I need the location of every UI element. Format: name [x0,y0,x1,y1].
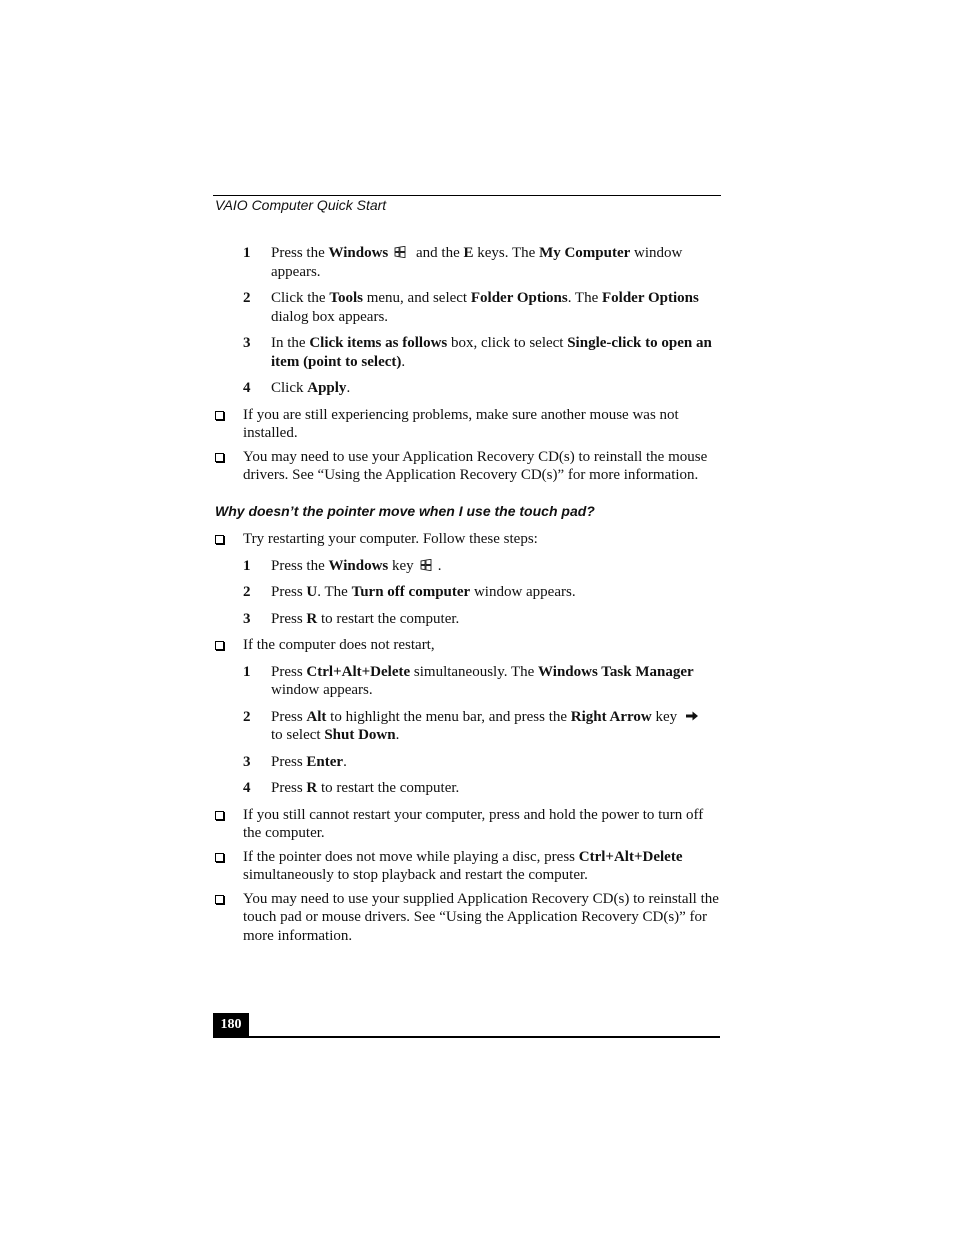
list-item [213,848,721,885]
step-text: window appears. [271,245,683,280]
step-text: . [346,380,351,396]
step-text: key [651,708,678,725]
step-text: . The [317,584,352,600]
step-text: simultaneously. The [410,663,539,680]
step-text: dialog box appears. [271,308,389,325]
windows-flag-icon [420,559,432,571]
step-text: . [401,353,406,370]
step-text: to highlight the menu bar, and press the [326,708,571,725]
list-item [213,530,721,549]
key-name: R [306,610,318,627]
checkbox-bullet-icon [215,411,224,420]
step-4 [213,379,721,398]
step-2 [213,289,721,326]
step-number: 2 [243,708,251,725]
step-text: box, click to select [447,335,568,351]
checkbox-bullet-icon [215,853,224,862]
step-text: . [437,557,442,574]
key-name: Right Arrow [570,708,652,725]
key-name: Windows [328,245,389,261]
bullet-text: You may need to use your Application Recovery CD(s) to reinstall the mouse drivers. See “Using the Application Recovery CD(s)” for more information. [243,448,708,483]
list-item [213,890,721,946]
step-text: Click the [271,290,330,306]
bullet-text: Try restarting your computer. Follow these steps: [243,531,538,547]
step-1 [213,244,721,281]
step-number: 4 [243,380,251,396]
checkbox-bullet-icon [215,641,224,650]
step-text: . The [567,290,602,306]
step-text: key [388,557,414,574]
step-number: 1 [243,663,251,680]
section-heading: Why doesn’t the pointer move when I use the touch pad? [215,502,595,519]
list-item [213,448,721,485]
windows-flag-icon [394,246,406,258]
restart-step-2 [213,583,721,602]
bullet-text: If the computer does not restart, [243,637,435,653]
dialog-name: Folder Options [602,290,699,306]
step-text: to select [271,727,325,743]
bullet-text: If the pointer does not move while playing a disc, press [243,848,579,865]
checkbox-bullet-icon [215,895,224,904]
key-combo: Ctrl+Alt+Delete [306,663,411,680]
bullet-text: You may need to use your supplied Application Recovery CD(s) to reinstall the touch pad or mouse drivers. See “Using the Application Recovery CD(s)” for more information. [243,890,719,944]
header-rule [213,195,721,196]
key-name: Alt [306,708,327,725]
option-value: Single-click to open an item (point to select) [271,335,712,370]
step-text: to restart the computer. [317,610,460,627]
step-text: In the [271,335,310,351]
menu-item-name: Shut Down [324,727,396,743]
step-text: Press [271,663,307,680]
step-text: . [343,753,347,770]
bullet-text: simultaneously to stop playback and restart the computer. [243,867,588,883]
key-name: R [306,780,318,796]
step-text: Press the [271,557,329,574]
step-number: 4 [243,780,251,796]
bullet-text: If you are still experiencing problems, make sure another mouse was not installed. [243,406,679,441]
force-step-3 [213,753,721,772]
bullet-text: If you still cannot restart your computer, press and hold the power to turn off the computer. [243,806,704,841]
step-number: 3 [243,610,251,627]
checkbox-bullet-icon [215,453,224,462]
step-text: Press [271,584,307,600]
key-name: U [306,584,318,600]
step-text: window appears. [470,584,576,600]
page-body [213,244,721,950]
restart-step-1 [213,557,721,576]
step-text: Press [271,610,307,627]
footer-rule [213,1036,720,1038]
step-text: Press [271,753,307,770]
window-name: Turn off computer [351,584,471,600]
step-number: 3 [243,753,251,770]
list-item [213,636,721,655]
menu-item-name: Folder Options [470,290,568,306]
step-number: 1 [243,245,251,261]
step-3 [213,334,721,371]
force-step-1 [213,663,721,700]
key-name: E [463,245,474,261]
force-step-4 [213,779,721,798]
page-number: 180 [213,1013,249,1037]
step-text: menu, and select [362,290,471,306]
step-number: 2 [243,584,251,600]
list-item [213,406,721,443]
window-name: My Computer [539,245,631,261]
force-step-2 [213,708,721,745]
checkbox-bullet-icon [215,535,224,544]
option-name: Click items as follows [309,335,448,351]
step-text: to restart the computer. [317,780,460,796]
restart-step-3 [213,610,721,629]
key-combo: Ctrl+Alt+Delete [578,848,683,865]
window-name: Windows Task Manager [538,663,694,680]
step-text: Press [271,780,307,796]
menu-name: Tools [329,290,363,306]
running-title: VAIO Computer Quick Start [215,197,387,213]
button-name: Apply [307,380,347,396]
key-name: Windows [328,557,389,574]
right-arrow-icon [685,710,699,722]
step-text: and the [412,245,464,261]
checkbox-bullet-icon [215,811,224,820]
step-text: window appears. [271,682,373,698]
step-number: 1 [243,557,251,574]
step-text: Press [271,708,307,725]
step-text: Press the [271,245,329,261]
list-item [213,806,721,843]
step-text: . [395,727,400,743]
step-text: Click [271,380,308,396]
key-name: Enter [306,753,344,770]
step-text: keys. The [473,245,540,261]
step-number: 3 [243,335,251,351]
step-number: 2 [243,290,251,306]
